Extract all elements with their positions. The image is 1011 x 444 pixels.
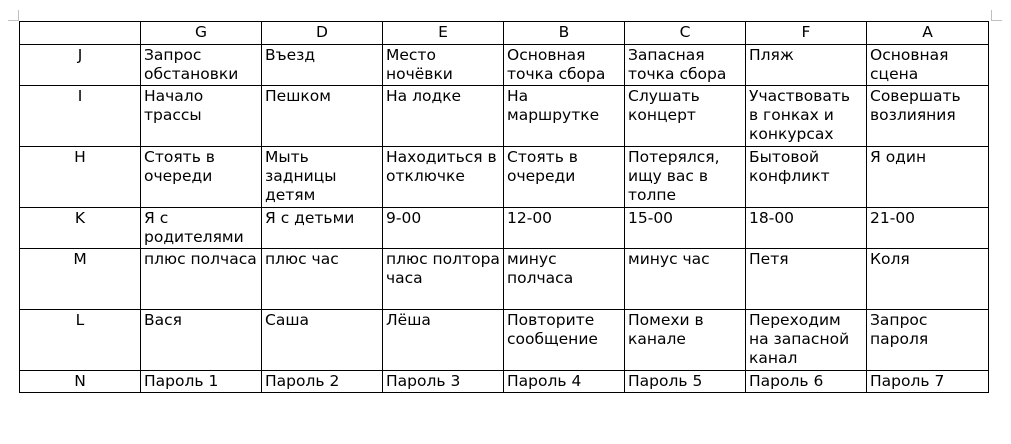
table-row xyxy=(20,371,989,393)
table-cell[interactable]: Пароль 4 xyxy=(504,371,625,393)
table-cell[interactable]: Саша xyxy=(262,310,383,371)
table-cell[interactable]: Основная сцена xyxy=(867,45,989,86)
table-cell[interactable]: Пароль 2 xyxy=(262,371,383,393)
table-row xyxy=(20,208,989,249)
row-header-cell[interactable]: I xyxy=(20,86,141,147)
table-cell[interactable]: Пароль 3 xyxy=(383,371,504,393)
row-header-cell[interactable]: N xyxy=(20,371,141,393)
table-row xyxy=(20,249,989,310)
table-cell[interactable]: Запрос пароля xyxy=(867,310,989,371)
column-header-cell[interactable]: C xyxy=(625,22,746,45)
table-cell[interactable]: Вася xyxy=(141,310,262,371)
table-cell[interactable]: Участвовать в гонках и конкурсах xyxy=(746,86,867,147)
table-cell[interactable]: 9-00 xyxy=(383,208,504,249)
column-header-cell[interactable]: E xyxy=(383,22,504,45)
table-cell[interactable]: На маршрутке xyxy=(504,86,625,147)
table-cell[interactable]: Пляж xyxy=(746,45,867,86)
table-cell[interactable]: Мыть задницы детям xyxy=(262,147,383,208)
table-cell[interactable]: Основная точка сбора xyxy=(504,45,625,86)
table-cell[interactable]: Я с родителями xyxy=(141,208,262,249)
table-cell[interactable]: Пароль 1 xyxy=(141,371,262,393)
table-cell[interactable]: Начало трассы xyxy=(141,86,262,147)
table-cell[interactable]: Повторите сообщение xyxy=(504,310,625,371)
header-row xyxy=(20,22,989,45)
table-row xyxy=(20,147,989,208)
table-row xyxy=(20,86,989,147)
margin-corner-mark xyxy=(8,10,19,21)
table-cell[interactable]: Запасная точка сбора xyxy=(625,45,746,86)
table-cell[interactable]: плюс час xyxy=(262,249,383,310)
table-cell[interactable]: 15-00 xyxy=(625,208,746,249)
row-header-cell[interactable]: L xyxy=(20,310,141,371)
column-header-cell[interactable]: A xyxy=(867,22,989,45)
table-cell[interactable]: Запрос обстановки xyxy=(141,45,262,86)
table-cell[interactable]: Слушать концерт xyxy=(625,86,746,147)
table-cell[interactable]: Я с детьми xyxy=(262,208,383,249)
table-cell[interactable]: Я один xyxy=(867,147,989,208)
column-header-cell[interactable]: F xyxy=(746,22,867,45)
margin-corner-mark xyxy=(991,10,1002,21)
table-cell[interactable]: плюс полчаса xyxy=(141,249,262,310)
table-cell[interactable]: Коля xyxy=(867,249,989,310)
table-cell[interactable]: Петя xyxy=(746,249,867,310)
table-cell[interactable]: 21-00 xyxy=(867,208,989,249)
table-cell[interactable]: Совершать возлияния xyxy=(867,86,989,147)
table-cell[interactable]: Стоять в очереди xyxy=(141,147,262,208)
table-cell[interactable]: минус час xyxy=(625,249,746,310)
column-header-cell[interactable]: D xyxy=(262,22,383,45)
table-cell[interactable]: 12-00 xyxy=(504,208,625,249)
table-cell[interactable]: минус полчаса xyxy=(504,249,625,310)
table-cell[interactable]: Переходим на запасной канал xyxy=(746,310,867,371)
table-cell[interactable]: Помехи в канале xyxy=(625,310,746,371)
table-cell[interactable]: Находиться в отключке xyxy=(383,147,504,208)
table-cell[interactable]: Лёша xyxy=(383,310,504,371)
table-cell[interactable]: Въезд xyxy=(262,45,383,86)
table-cell[interactable]: Пароль 7 xyxy=(867,371,989,393)
row-header-cell[interactable]: K xyxy=(20,208,141,249)
table-cell[interactable]: Место ночёвки xyxy=(383,45,504,86)
row-header-cell[interactable]: J xyxy=(20,45,141,86)
table-row xyxy=(20,310,989,371)
table-cell[interactable]: плюс полтора часа xyxy=(383,249,504,310)
table-cell[interactable]: Стоять в очереди xyxy=(504,147,625,208)
table-cell[interactable]: Пароль 5 xyxy=(625,371,746,393)
row-header-cell[interactable]: M xyxy=(20,249,141,310)
column-header-cell[interactable]: B xyxy=(504,22,625,45)
code-table xyxy=(19,21,989,393)
table-cell[interactable]: Потерялся, ищу вас в толпе xyxy=(625,147,746,208)
table-cell[interactable]: На лодке xyxy=(383,86,504,147)
column-header-cell[interactable]: G xyxy=(141,22,262,45)
table-cell[interactable]: Пешком xyxy=(262,86,383,147)
corner-cell[interactable] xyxy=(20,22,141,45)
table-cell[interactable]: Пароль 6 xyxy=(746,371,867,393)
table-row xyxy=(20,45,989,86)
table-cell[interactable]: Бытовой конфликт xyxy=(746,147,867,208)
row-header-cell[interactable]: H xyxy=(20,147,141,208)
table-cell[interactable]: 18-00 xyxy=(746,208,867,249)
